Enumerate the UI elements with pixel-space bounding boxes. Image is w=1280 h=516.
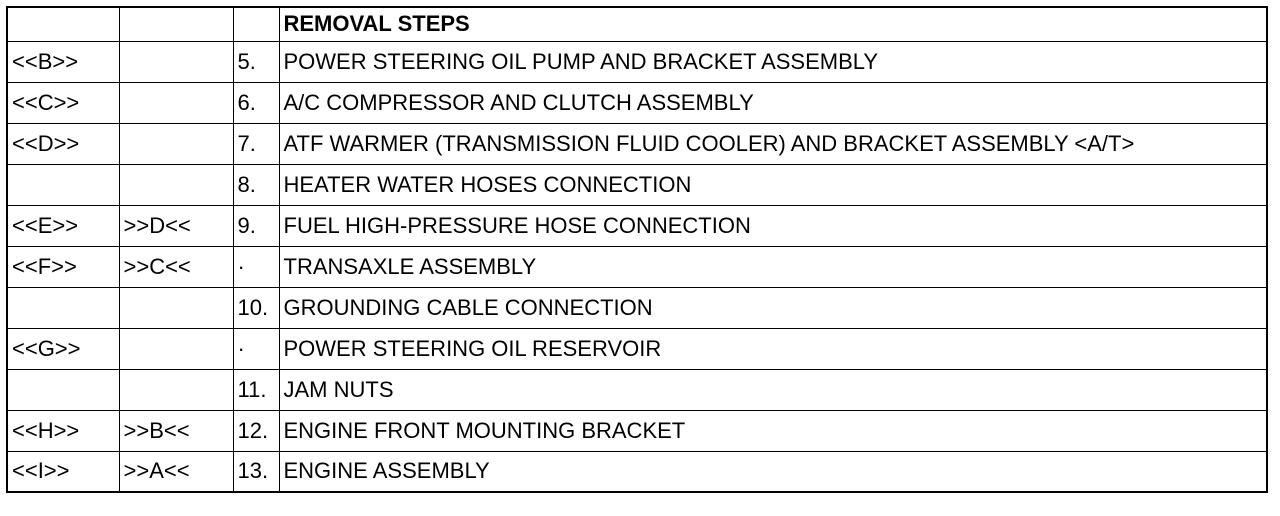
install-ref-cell: >>A<< — [119, 451, 233, 492]
header-number-cell — [233, 7, 279, 41]
removal-steps-table — [6, 6, 1268, 493]
table-row — [7, 164, 1267, 205]
step-description-cell: FUEL HIGH-PRESSURE HOSE CONNECTION — [279, 205, 1267, 246]
step-number-cell: · — [233, 328, 279, 369]
step-number-cell: 10. — [233, 287, 279, 328]
step-description-cell: GROUNDING CABLE CONNECTION — [279, 287, 1267, 328]
step-description-cell: POWER STEERING OIL RESERVOIR — [279, 328, 1267, 369]
step-number-cell: 9. — [233, 205, 279, 246]
install-ref-cell — [119, 328, 233, 369]
install-ref-cell — [119, 369, 233, 410]
step-number-cell: 13. — [233, 451, 279, 492]
install-ref-cell: >>D<< — [119, 205, 233, 246]
table-row — [7, 41, 1267, 82]
step-description-cell: POWER STEERING OIL PUMP AND BRACKET ASSEMBLY — [279, 41, 1267, 82]
table-row — [7, 205, 1267, 246]
step-number-cell: · — [233, 246, 279, 287]
removal-ref-cell — [7, 369, 119, 410]
install-ref-cell — [119, 164, 233, 205]
table-row — [7, 287, 1267, 328]
step-description-cell: ENGINE ASSEMBLY — [279, 451, 1267, 492]
step-number-cell: 11. — [233, 369, 279, 410]
step-description-cell: TRANSAXLE ASSEMBLY — [279, 246, 1267, 287]
step-number-cell: 6. — [233, 82, 279, 123]
removal-ref-cell: <<C>> — [7, 82, 119, 123]
install-ref-cell — [119, 287, 233, 328]
header-install-cell — [119, 7, 233, 41]
step-number-cell: 5. — [233, 41, 279, 82]
install-ref-cell — [119, 82, 233, 123]
removal-ref-cell: <<G>> — [7, 328, 119, 369]
step-description-cell: ENGINE FRONT MOUNTING BRACKET — [279, 410, 1267, 451]
removal-ref-cell: <<I>> — [7, 451, 119, 492]
removal-ref-cell: <<D>> — [7, 123, 119, 164]
table-row — [7, 410, 1267, 451]
step-number-cell: 8. — [233, 164, 279, 205]
table-row — [7, 369, 1267, 410]
install-ref-cell — [119, 41, 233, 82]
install-ref-cell — [119, 123, 233, 164]
step-description-cell: A/C COMPRESSOR AND CLUTCH ASSEMBLY — [279, 82, 1267, 123]
table-row — [7, 82, 1267, 123]
step-description-cell: JAM NUTS — [279, 369, 1267, 410]
removal-ref-cell: <<E>> — [7, 205, 119, 246]
removal-ref-cell: <<B>> — [7, 41, 119, 82]
table-row — [7, 451, 1267, 492]
step-number-cell: 7. — [233, 123, 279, 164]
removal-ref-cell: <<H>> — [7, 410, 119, 451]
table-header-row — [7, 7, 1267, 41]
table-row — [7, 328, 1267, 369]
header-removal-cell — [7, 7, 119, 41]
step-number-cell: 12. — [233, 410, 279, 451]
removal-ref-cell — [7, 287, 119, 328]
install-ref-cell: >>B<< — [119, 410, 233, 451]
table-row — [7, 123, 1267, 164]
step-description-cell: HEATER WATER HOSES CONNECTION — [279, 164, 1267, 205]
table-title: REMOVAL STEPS — [279, 7, 1267, 41]
install-ref-cell: >>C<< — [119, 246, 233, 287]
table-row — [7, 246, 1267, 287]
removal-ref-cell — [7, 164, 119, 205]
step-description-cell: ATF WARMER (TRANSMISSION FLUID COOLER) AND BRACKET ASSEMBLY <A/T> — [279, 123, 1267, 164]
removal-ref-cell: <<F>> — [7, 246, 119, 287]
